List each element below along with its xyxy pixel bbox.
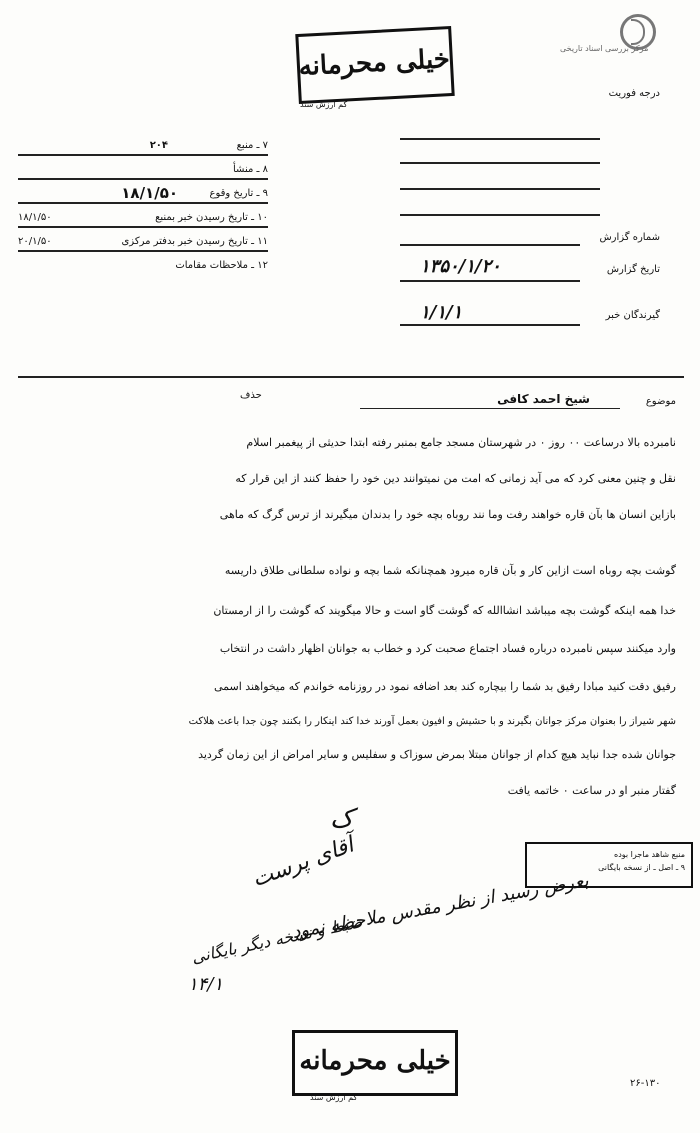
document-number: ۲۶-۱۳۰ [630,1078,661,1089]
header-divider [18,376,684,378]
field-label: ۱۱ ـ تاریخ رسیدن خبر بدفتر مرکزی [121,236,268,247]
report-date-value: ۱۳۵۰/۱/۲۰ [420,256,501,277]
field-line [18,202,268,204]
field-line [400,214,600,216]
body-line: نقل و چنین معنی کرد که می آید زمانی که امت من نمیتوانند دین خود را حفظ کنند از این قرار که [235,472,676,485]
field-value: ۲۰/۱/۵۰ [18,236,52,247]
body-line: خدا همه اینکه گوشت بچه میباشد انشاالله که گوشت گاو است و حالا میگویند که گوشت را از ارمستان [213,604,676,617]
handwritten-note-1: آقای پرست [248,832,357,893]
field-value: ۲۰۴ [149,140,168,151]
body-line: وارد میکنند سپس نامبرده درباره فساد اجتماع صحبت کرد و خطاب به جوانان اظهار داشت در انتخاب [219,642,676,655]
field-line [18,250,268,252]
field-line [400,188,600,190]
field-label: ۱۰ ـ تاریخ رسیدن خبر بمنبع [155,212,268,223]
body-line: گفتار منبر او در ساعت ۰ خاتمه یافت [507,784,676,797]
field-line [18,178,268,180]
field-label: شماره گزارش [599,232,660,243]
field-label: ۸ ـ منشأ [232,164,268,175]
logo-text: مرکز بررسی اسناد تاریخی [560,44,649,53]
subject-tag: حذف [240,390,262,401]
handwritten-mark: ک [330,804,354,834]
field-line [18,226,268,228]
right-fields [400,130,670,330]
subject-value: شیخ احمد کافی [497,392,590,406]
field-line [18,154,268,156]
field-label: ۷ ـ منبع [236,140,268,151]
body-line: شهر شیراز را بعنوان مرکز جوانان بگیرند و با حشیش و افیون بعمل آورند خدا کند اینکار را بکنند چون جدا باعث هلاکت [188,716,676,727]
field-label: تاریخ گزارش [606,264,660,275]
field-line [400,162,600,164]
field-line [400,244,580,246]
confidential-stamp-top: خیلی محرمانه [295,26,454,104]
field-line [400,138,600,140]
note-line-1: منبع شاهد ماجرا بوده [614,850,685,859]
note-line-2: ۹ ـ اصل ـ از نسخه بایگانی [598,863,685,872]
priority-label: درجه فوریت [608,88,660,99]
field-value: ۱۸/۱/۵۰ [18,212,52,223]
handwritten-note-3: ضبط و نسخه دیگر بایگانی [189,912,364,967]
subject-line [360,408,620,409]
body-line: بازاین انسان ها بآن قاره خواهند رفت وما نند روباه بچه خود را بدندان میگیرند از ترس گرگ که ماهی [219,508,676,521]
body-line: نامبرده بالا درساعت ۰۰ روز ۰ در شهرستان مسجد جامع بمنبر رفته ابتدا حدیثی از پیغمبر اسلام [246,436,676,449]
field-label: گیرندگان خبر [605,310,660,321]
body-line: رفیق دقت کنید مبادا رفیق بد شما را بیچاره کند بعد اضافه نمود در روزنامه خواندم که میخواهند اسمی [213,680,676,693]
field-line [400,280,580,282]
field-label: ۹ ـ تاریخ وقوع [209,188,268,199]
body-line: جوانان شده جدا نباید هیچ کدام از جوانان مبتلا بمرض سوزاک و سفلیس و سایر امراض از این زمان گردید [198,748,676,761]
field-label: ۱۲ ـ ملاحظات مقامات [175,260,268,271]
recipients-value: ۱/۱/۱ [420,302,463,323]
field-value: ۱۸/۱/۵۰ [121,184,178,202]
subject-label: موضوع [645,396,676,407]
field-line [400,324,580,326]
stamp-top-subtext: کم ارزش سند [300,100,348,109]
stamp-bottom-subtext: کم ارزش سند [310,1093,358,1102]
body-line: گوشت بچه روباه است ازاین کار و بآن قاره میرود همچنانکه شما بچه و نواده سلطانی طلاق داریسه [224,564,676,577]
handwritten-note-2: بعرض رسید از نظر مقدس ملاحظه نمود [290,870,591,943]
confidential-stamp-bottom: خیلی محرمانه [292,1030,458,1096]
handwritten-date: ۱۴/۱ [188,974,224,995]
